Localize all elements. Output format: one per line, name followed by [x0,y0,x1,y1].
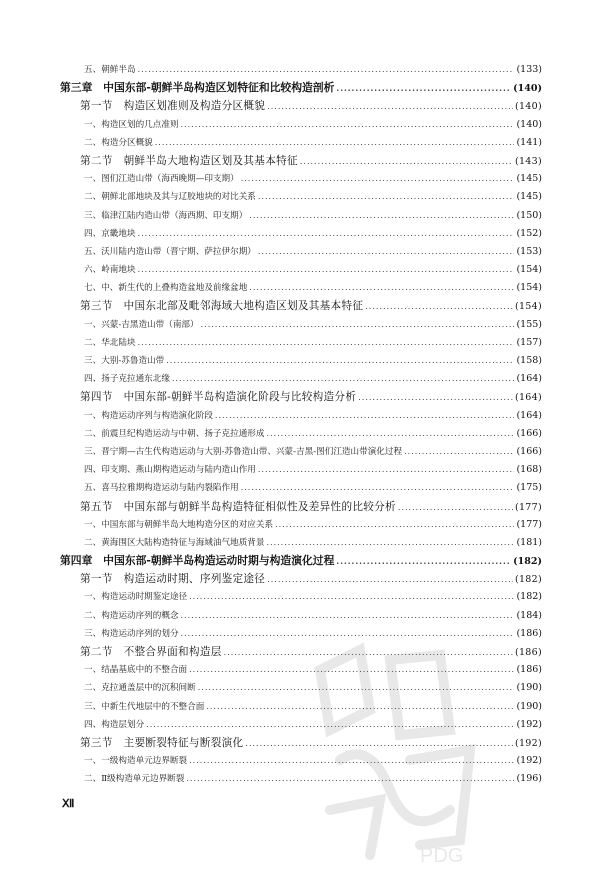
leader-dots [267,571,513,589]
toc-item-row [60,425,542,443]
toc-item-row [60,370,542,388]
toc-page-number: (143) [514,155,542,167]
toc-page-number: (154) [514,301,542,313]
toc-page-number: (164) [516,373,542,385]
toc-page-number: (164) [516,409,542,421]
toc-entry-title: 三、中新生代地层中的不整合面 [84,701,205,712]
toc-page-number: (175) [516,482,542,494]
leader-dots [172,370,515,388]
toc-page-number: (133) [516,64,542,75]
toc-entry-title: 二、朝鲜北部地块及其与辽胶地块的对比关系 [84,192,256,203]
leader-dots [365,298,513,316]
leader-dots [249,279,514,297]
toc-entry-title: 四、印支期、燕山期构造运动与陆内造山作用 [84,465,256,476]
toc-item-row [60,134,542,152]
toc-page-number: (192) [514,737,542,749]
toc-page-number: (154) [516,264,542,276]
toc-section-row [60,570,542,588]
leader-dots [404,443,514,461]
leader-dots [398,499,513,517]
toc-entry-title: 四、京畿地块 [84,228,136,239]
toc-entry-title: 一、中国东部与朝鲜半岛大地构造分区的对应关系 [84,519,274,530]
toc-entry-title: 二、华北陆块 [84,337,136,348]
leader-dots [181,607,515,625]
toc-section-row [60,97,542,115]
toc-page-number: (166) [516,427,542,439]
toc-page-number: (150) [516,209,542,221]
toc-entry-title: 第一节 构造区划准则及构造分区概貌 [80,100,266,113]
leader-dots [138,261,515,279]
toc-page-number: (182) [516,591,542,603]
leader-dots [358,389,513,407]
toc-entry-title: 二、Ⅱ级构造单元边界断裂 [84,774,185,785]
leader-dots [201,316,515,334]
leader-dots [249,207,514,225]
leader-dots [181,116,515,134]
toc-page-number: (186) [516,627,542,639]
toc-item-row [60,607,542,625]
leader-dots [189,588,514,606]
toc-entry-title: 一、兴蒙-吉黑造山带（南部） [84,319,199,330]
leader-dots [275,516,514,534]
toc-item-row [60,116,542,134]
toc-item-row [60,279,542,297]
toc-page-number: (192) [516,718,542,730]
toc-page-number: (155) [516,318,542,330]
toc-entry-title: 三、构造运动序列的划分 [84,628,179,639]
toc-page-number: (192) [516,755,542,767]
toc-page-number: (184) [516,609,542,621]
toc-page-number: (196) [516,773,542,785]
toc-entry-title: 二、构造运动序列的概念 [84,610,179,621]
toc-item-row [60,334,542,352]
toc-entry-title: 第二节 朝鲜半岛大地构造区划及其基本特征 [80,154,298,167]
leader-dots [166,352,514,370]
leader-dots [241,479,515,497]
toc-entry-title: 一、结晶基底中的不整合面 [84,665,188,676]
toc-item-row [60,225,542,243]
toc-page-number: (190) [516,700,542,712]
toc-page-number: (154) [516,282,542,294]
toc-page-number: (140) [516,118,542,130]
toc-entry-title: 三、晋宁期—古生代构造运动与大别-苏鲁造山带、兴蒙-吉黑-图们江造山带演化过程 [84,446,403,457]
toc-entry-title: 第三节 中国东北部及毗邻海域大地构造区划及其基本特征 [80,300,364,313]
toc-page-number: (152) [516,227,542,239]
toc-page-number: (168) [516,464,542,476]
toc-entry-title: 三、临津江陆内造山带（海西期、印支期） [84,210,248,221]
leader-dots [258,188,515,206]
watermark-stamp [300,640,490,870]
toc-entry-title: 一、一级构造单元边界断裂 [84,756,188,767]
toc-item-row [60,443,542,461]
toc-entry-title: 五、朝鲜半岛 [84,65,136,75]
leader-dots [138,334,515,352]
toc-section-row [60,388,542,406]
toc-entry-title: 二、黄海围区大陆构造特征与海域油气地质背景 [84,537,265,548]
toc-page-number: (164) [514,392,542,404]
watermark-text: PDG [420,845,464,867]
toc-entry-title: 一、图们江造山带（海西晚期—印支期） [84,174,239,185]
toc-entry-title: 第三章 中国东部-朝鲜半岛构造区划特征和比较构造剖析 [60,81,335,95]
leader-dots [266,534,514,552]
toc-item-row [60,479,542,497]
toc-entry-title: 第四节 中国东部-朝鲜半岛构造演化阶段与比较构造分析 [80,391,357,404]
toc-entry-title: 五、喜马拉雅期构造运动与陆内裂陷作用 [84,483,239,494]
toc-page-number: (145) [516,191,542,203]
toc-entry-title: 第五节 中国东部与朝鲜半岛构造特征相似性及差异性的比较分析 [80,500,396,513]
toc-item-row [60,243,542,261]
toc-page-number: (190) [516,682,542,694]
toc-entry-title: 一、构造运动序列与构造演化阶段 [84,410,213,421]
toc-item-row [60,170,542,188]
toc-entry-title: 四、扬子克拉通东北缘 [84,374,170,385]
leader-dots [336,79,511,97]
leader-dots [138,225,515,243]
leader-dots [336,552,511,570]
toc-item-row [60,261,542,279]
toc-page-number: (166) [516,445,542,457]
toc-item-row [60,588,542,606]
toc-page-number: (157) [516,336,542,348]
toc-entry-title: 第四章 中国东部-朝鲜半岛构造运动时期与构造演化过程 [60,554,335,568]
leader-dots [155,134,515,152]
toc-page-number: (153) [516,245,542,257]
toc-entry-title: 六、岭南地块 [84,265,136,276]
toc-page-number: (158) [516,355,542,366]
toc-page-number: (181) [516,536,542,548]
leader-dots [258,461,515,479]
toc-page-number: (177) [516,518,542,530]
toc-item-row [60,534,542,552]
toc-entry-title: 第三节 主要断裂特征与断裂演化 [80,736,244,749]
toc-entry-title: 一、构造运动时期鉴定途径 [84,592,188,603]
toc-page-number: (182) [513,556,542,568]
toc-item-row [60,352,542,370]
toc-entry-title: 一、构造区划的几点准则 [84,119,179,130]
toc-entry-title: 二、克拉通盖层中的沉积间断 [84,683,196,694]
leader-dots [300,153,513,171]
page-number: Ⅻ [62,798,75,810]
toc-entry-title: 四、构造层划分 [84,719,145,730]
toc-section-row [60,297,542,315]
toc-entry-title: 五、沃川陆内造山带（晋宁期、萨拉伊尔期） [84,246,256,257]
toc-item-row [60,461,542,479]
leader-dots [215,407,515,425]
toc-item-row [60,188,542,206]
toc-item-row [60,407,542,425]
toc-entry-title: 二、构造分区概貌 [84,137,153,148]
toc-page-number: (145) [516,173,542,185]
toc-entry-title: 第一节 构造运动时期、序列鉴定途径 [80,573,266,586]
leader-dots [241,170,515,188]
toc-chapter-row [60,552,542,570]
toc-entry-title: 第二节 不整合界面和构造层 [80,646,222,658]
leader-dots [258,243,515,261]
leader-dots [138,61,515,79]
toc-page-number: (186) [516,664,542,676]
toc-item-row [60,61,542,79]
toc-item-row [60,516,542,534]
toc-item-row [60,316,542,334]
toc-entry-title: 二、前震旦纪构造运动与中朝、扬子克拉通形成 [84,428,265,439]
toc-section-row [60,498,542,516]
toc-page-number: (186) [514,647,542,658]
toc-section-row [60,152,542,170]
toc-entry-title: 三、大别-苏鲁造山带 [84,356,165,366]
toc-page-number: (140) [514,101,542,113]
toc-chapter-row [60,79,542,97]
leader-dots [267,98,513,116]
toc-item-row [60,207,542,225]
leader-dots [266,425,514,443]
toc-page-number: (140) [513,83,542,95]
toc-page-number: (177) [514,501,542,513]
toc-entry-title: 七、中、新生代的上叠构造盆地及前缘盆地 [84,283,248,294]
toc-page-number: (141) [516,136,542,148]
toc-page-number: (182) [514,574,542,586]
